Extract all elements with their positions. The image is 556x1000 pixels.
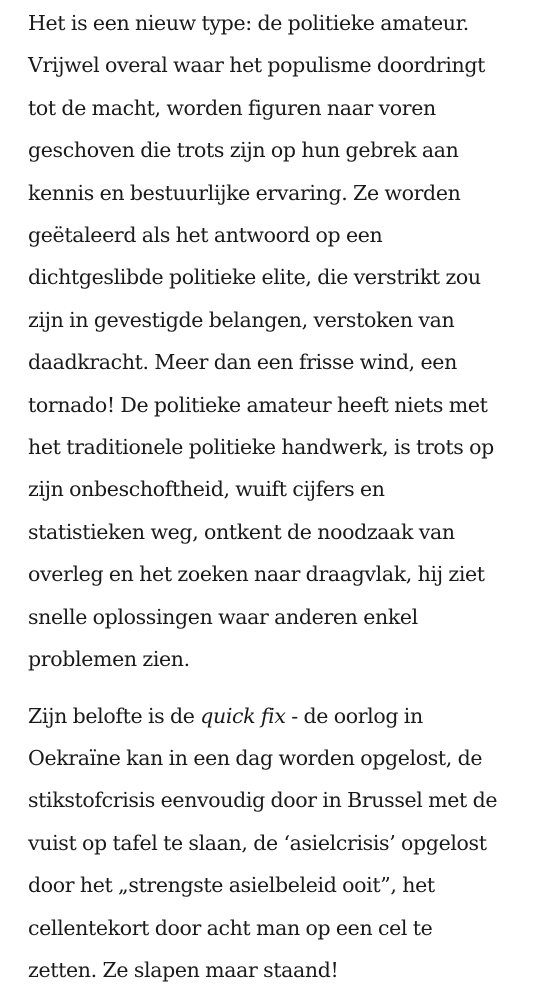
article-body — [28, 2, 552, 991]
text-line: overleg en het zoeken naar draagvlak, hij ziet — [28, 562, 485, 587]
text-line: daadkracht. Meer dan een frisse wind, een — [28, 350, 457, 375]
text-line — [28, 695, 552, 737]
text-line: stikstofcrisis eenvoudig door in Brussel met de — [28, 788, 498, 813]
text-line: kennis en bestuurlijke ervaring. Ze worden — [28, 180, 461, 205]
text-line: tornado! De politieke amateur heeft niets met — [28, 392, 488, 417]
text-line: zijn in gevestigde belangen, verstoken van — [28, 307, 455, 332]
text-line: zijn onbeschoftheid, wuift cijfers en — [28, 477, 385, 502]
text-line: dichtgeslibde politieke elite, die verstrikt zou — [28, 265, 481, 290]
text-line: Vrijwel overal waar het populisme doordringt — [28, 53, 486, 78]
text-line: statistieken weg, ontkent de noodzaak van — [28, 519, 455, 544]
text-line: geëtaleerd als het antwoord op een — [28, 223, 383, 248]
italic-phrase: quick fix — [200, 703, 286, 728]
text-segment: Zijn belofte is de — [28, 703, 201, 728]
text-line: het traditionele politieke handwerk, is trots op — [28, 435, 494, 460]
text-line: snelle oplossingen waar anderen enkel — [28, 604, 418, 629]
text-segment: - de oorlog in — [285, 703, 423, 728]
text-line: tot de macht, worden figuren naar voren — [28, 95, 436, 120]
text-line: cellentekort door acht man op een cel te — [28, 915, 433, 940]
text-line: zetten. Ze slapen maar staand! — [28, 957, 339, 982]
text-line: geschoven die trots zijn op hun gebrek aan — [28, 138, 459, 163]
paragraph-2 — [28, 695, 552, 992]
text-line: Het is een nieuw type: de politieke amateur. — [28, 11, 469, 35]
paragraph-1 — [28, 2, 552, 681]
text-line: problemen zien. — [28, 647, 190, 672]
text-line: Oekraïne kan in een dag worden opgelost, de — [28, 745, 483, 770]
text-line: door het „strengste asielbeleid ooit”, het — [28, 873, 435, 898]
text-line: vuist op tafel te slaan, de ‘asielcrisis’ opgelost — [28, 830, 487, 855]
